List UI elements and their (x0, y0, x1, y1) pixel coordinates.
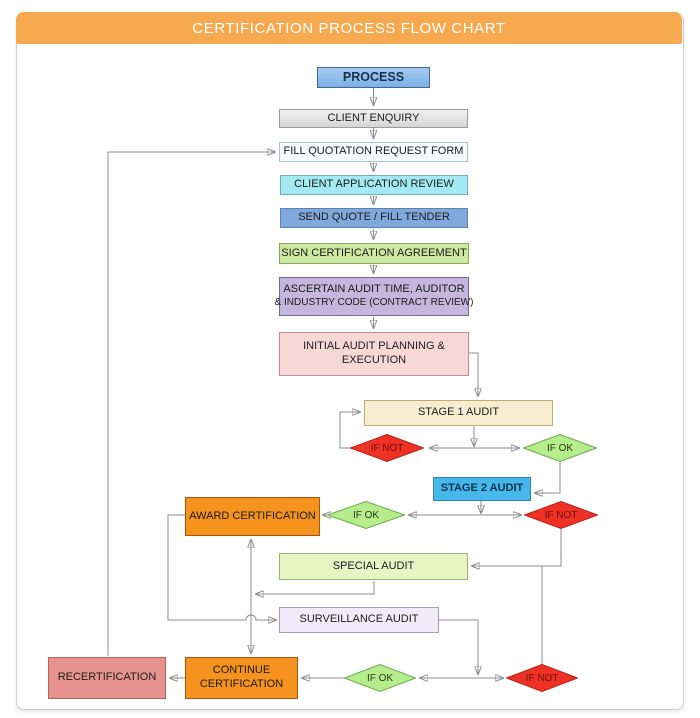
decision-bottom-if-not-label: IF NOT (525, 672, 559, 684)
node-sign-agreement (279, 243, 469, 264)
node-stage1-audit (364, 400, 553, 426)
node-sign-agreement-label: SIGN CERTIFICATION AGREEMENT (281, 246, 467, 259)
node-award-certification-label: AWARD CERTIFICATION (189, 509, 316, 522)
node-stage1-audit-label: STAGE 1 AUDIT (417, 406, 500, 419)
decision-award-if-ok-label: IF OK (352, 509, 380, 521)
decision-award-if-ok (327, 501, 405, 529)
node-client-application-review-label: CLIENT APPLICATION REVIEW (294, 178, 454, 191)
node-initial-audit (279, 332, 469, 376)
node-fill-quotation-label: FILL QUOTATION REQUEST FORM (283, 145, 464, 158)
node-initial-audit-label-line2: EXECUTION (341, 354, 407, 366)
node-ascertain-label-line2: & INDUSTRY CODE (CONTRACT REVIEW) (274, 297, 474, 309)
node-initial-audit-label-line1: INITIAL AUDIT PLANNING & (303, 340, 445, 353)
decision-stage1-if-not-label: IF NOT (370, 442, 404, 454)
node-recertification (48, 657, 166, 699)
node-recertification-label: RECERTIFICATION (57, 671, 157, 684)
node-continue-certification (185, 657, 298, 699)
node-continue-certification-label-line1: CONTINUE (212, 664, 271, 677)
chart-title: CERTIFICATION PROCESS FLOW CHART (192, 19, 506, 37)
node-client-enquiry-label: CLIENT ENQUIRY (327, 111, 420, 124)
decision-stage1-if-ok (523, 434, 597, 462)
decision-bottom-if-not (506, 664, 578, 692)
node-process-label: PROCESS (342, 69, 405, 84)
node-client-enquiry (279, 109, 468, 128)
node-fill-quotation (279, 142, 468, 162)
node-special-audit (279, 553, 468, 580)
node-stage2-audit (433, 477, 531, 501)
node-send-quote (280, 208, 468, 228)
node-surveillance-audit (279, 607, 439, 633)
decision-bottom-if-ok-label: IF OK (366, 672, 394, 684)
decision-stage1-if-ok-label: IF OK (546, 442, 574, 454)
decision-stage2-if-not-label: IF NOT (544, 509, 578, 521)
node-process (317, 67, 430, 88)
node-ascertain (274, 277, 474, 316)
decision-stage1-if-not (350, 434, 424, 462)
chart-title-bar (16, 12, 682, 44)
node-send-quote-label: SEND QUOTE / FILL TENDER (298, 211, 450, 224)
node-surveillance-audit-label: SURVEILLANCE AUDIT (299, 613, 419, 626)
node-award-certification (185, 497, 320, 536)
node-ascertain-label-line1: ASCERTAIN AUDIT TIME, AUDITOR (283, 283, 465, 296)
decision-bottom-if-ok (344, 664, 416, 692)
node-client-application-review (280, 175, 468, 195)
node-stage2-audit-label: STAGE 2 AUDIT (440, 482, 524, 495)
node-continue-certification-label-line2: CERTIFICATION (199, 678, 284, 690)
decision-stage2-if-not (524, 501, 598, 529)
node-special-audit-label: SPECIAL AUDIT (332, 559, 415, 572)
